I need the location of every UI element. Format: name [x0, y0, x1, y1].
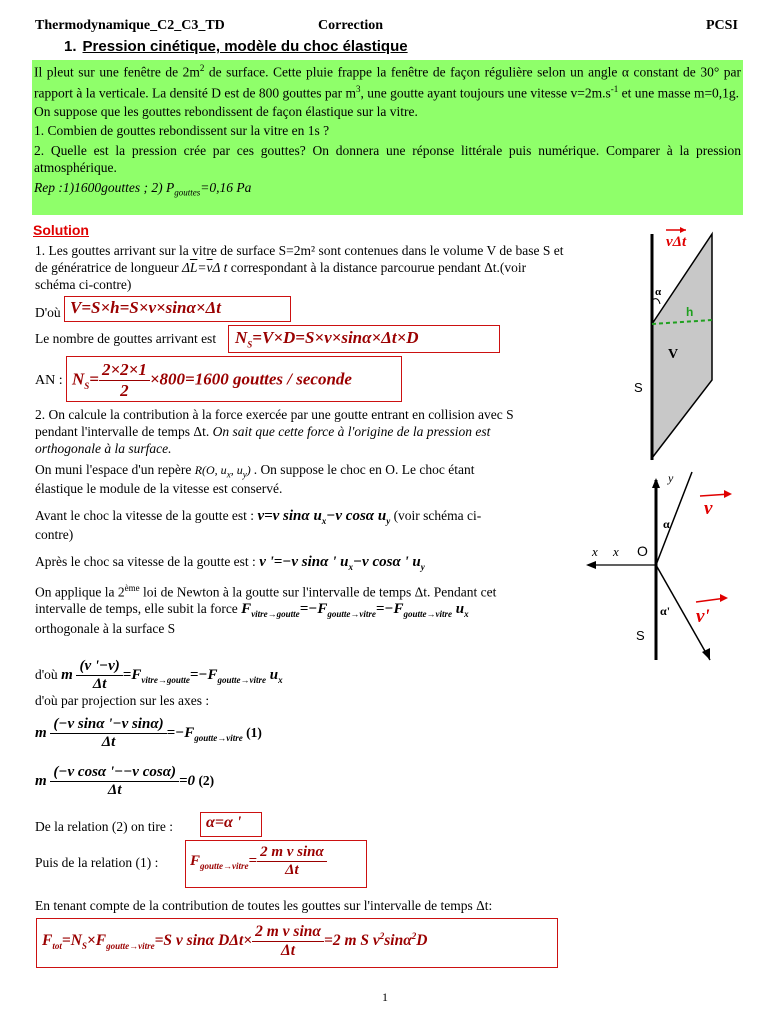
label-y: y — [668, 471, 674, 485]
equation-1: m $\frac{\text{(−v sinα '−v sinα)}}{\Delta t}$ $=-F_{goutte\to vitre}$ (1) — [35, 716, 262, 750]
doc-status: Correction — [318, 18, 384, 33]
newton-eq: d'où m $\frac{(v '-v)}{\Delta t}$ $=F_{vitre\to goutte}=-F_{goutte\to vitre}$ $u_x$ — [35, 658, 283, 692]
section-number: 1. — [64, 38, 77, 55]
outgoing-arrow-icon — [702, 648, 710, 660]
volume-diagram — [600, 220, 750, 470]
statement-paragraph-2: On suppose que les gouttes rebondissent de façon élastique sur la vitre. — [34, 104, 418, 119]
count-formula: $N_S=V\times D=S\times v\times\sin\alpha\times\Delta t\times D$ — [235, 328, 419, 350]
prism-shape — [652, 234, 712, 458]
projection-label: d'où par projection sur les axes : — [35, 693, 210, 708]
page-number: 1 — [382, 990, 388, 1004]
before-collision: Avant le choc la vitesse de la goutte est : v=v sinα $u_x-v$ cosα $u_y$ (voir schéma ci- — [35, 508, 482, 526]
y-axis-arrow-icon — [652, 478, 660, 488]
label-x1: x — [592, 544, 598, 559]
label-V: V — [668, 347, 679, 362]
label-x2: x — [613, 544, 619, 559]
incoming-ray — [656, 472, 692, 565]
section-title: Pression cinétique, modèle du choc élastique — [82, 38, 408, 55]
part2-line-3: orthogonale à la surface. — [35, 441, 172, 456]
v-prime-arrow-icon — [720, 594, 728, 602]
question-1: 1. Combien de gouttes rebondissent sur la vitre en 1s ? — [34, 122, 330, 138]
volume-formula-box — [64, 296, 291, 322]
total-force-formula: $F_{tot}=N_S\times F_{goutte\to vitre}=S$ v sinα DΔt× $\frac{\text{2 m v sinα}}{\Delta t}$ =2 m S $v^2\sin\alpha^2D$ — [42, 923, 428, 959]
sol-line-2: de génératrice de longueur $\Delta\overline{L}=\overline{v}\Delta$ t correspondant à la distance parcourue pendant Δt.(voir — [35, 260, 527, 275]
before-collision-2: contre) — [35, 527, 74, 542]
doc-title: Thermodynamique_C2_C3_TD — [35, 18, 225, 33]
relation-1-label: Puis de la relation (1) : — [35, 855, 159, 870]
alpha-equality: α=α ' — [206, 814, 242, 831]
statement-paragraph-1: Il pleut sur une fenêtre de $2m^2$ de surface. Cette pluie frappe la fenêtre de façon régulière selon un angle α constant de 30° par rapport à la verticale. La densité D est de 800 gouttes par $m^3$, une goutte ayant toujours une vitesse $v=2m.s^{-1}$ et une masse m=0,1g. — [34, 63, 741, 101]
label-alpha: α — [663, 517, 670, 531]
vdt-arrow-icon — [680, 227, 686, 233]
part2-line-1: 2. On calcule la contribution à la force exercée par une goutte entrant en collision avec S — [35, 407, 514, 422]
solution-heading: Solution — [33, 222, 89, 238]
problem-statement — [32, 60, 743, 215]
section-heading — [64, 38, 408, 55]
alpha-equality-box — [200, 812, 262, 837]
newton-line-3: orthogonale à la surface S — [35, 621, 176, 636]
v-arrow-icon — [724, 490, 732, 498]
force-formula: $F_{goutte\to vitre}=$ $\frac{\text{2 m v sinα}}{\Delta t}$ — [190, 844, 327, 879]
collision-diagram — [586, 470, 756, 670]
x-axis-arrow-icon — [586, 561, 596, 569]
after-collision: Après le choc sa vitesse de la goutte est : v '=−v sinα ' $u_x-v$ cosα ' $u_y$ — [35, 554, 425, 572]
label-S: S — [634, 380, 643, 395]
count-formula-box — [228, 325, 500, 353]
count-label: Le nombre de gouttes arrivant est — [35, 331, 217, 346]
numeric-result: $N_S=$ $\frac{2\times 2\times 1}{2}$ ×800=1600 gouttes / seconde — [72, 360, 352, 400]
sol-line-3: schéma ci-contre) — [35, 277, 132, 292]
sol-line-1: 1. Les gouttes arrivant sur la vitre de surface S=2m² sont contenues dans le volume V de base S et — [35, 243, 564, 258]
newton-line-2: intervalle de temps, elle subit la force $F_{vitre\to goutte}=-F_{goutte\to vitre}=-F_{goutte\to vitre}$ $u_x$ — [35, 601, 469, 619]
numeric-result-box — [66, 356, 402, 402]
label-v: v — [704, 498, 713, 519]
newton-line-1: On applique la 2ème loi de Newton à la goutte sur l'intervalle de temps Δt. Pendant cet — [35, 583, 497, 600]
frame-line-2: élastique le module de la vitesse est conservé. — [35, 481, 283, 496]
label-vdt: vΔt — [666, 234, 687, 250]
equation-2: m $\frac{\text{(−v cosα '−−v cosα)}}{\Delta t}$ =0 (2) — [35, 764, 215, 798]
answer-summary: Rep :1)1600gouttes ; 2) $P_{gouttes}=0,16$ Pa — [34, 180, 252, 198]
total-force-box — [36, 918, 558, 968]
label-O: O — [637, 543, 648, 559]
dou-label: D'où — [35, 305, 61, 320]
volume-formula: V=S×h=S×v×sinα×Δt — [70, 298, 221, 317]
force-formula-box — [185, 840, 367, 888]
relation-2-label: De la relation (2) on tire : — [35, 819, 173, 834]
frame-line: On muni l'espace d'un repère R(O, $u_x$, $u_y$) . On suppose le choc en O. Le choc étant — [35, 462, 475, 480]
part2-line-2: pendant l'intervalle de temps Δt. On sait que cette force à l'origine de la pression est — [35, 424, 491, 439]
label-alpha-prime: α' — [660, 604, 671, 618]
label-v-prime: v' — [696, 606, 710, 627]
label-S: S — [636, 628, 645, 643]
total-label: En tenant compte de la contribution de toutes les gouttes sur l'intervalle de temps Δt: — [35, 898, 493, 913]
doc-class: PCSI — [706, 18, 738, 33]
question-2: 2. Quelle est la pression crée par ces gouttes? On donnera une réponse littérale puis numérique. Comparer à la pression atmosphérique. — [34, 143, 741, 175]
label-alpha: α — [655, 286, 662, 298]
an-label: AN : — [35, 373, 63, 388]
label-h: h — [686, 305, 694, 319]
